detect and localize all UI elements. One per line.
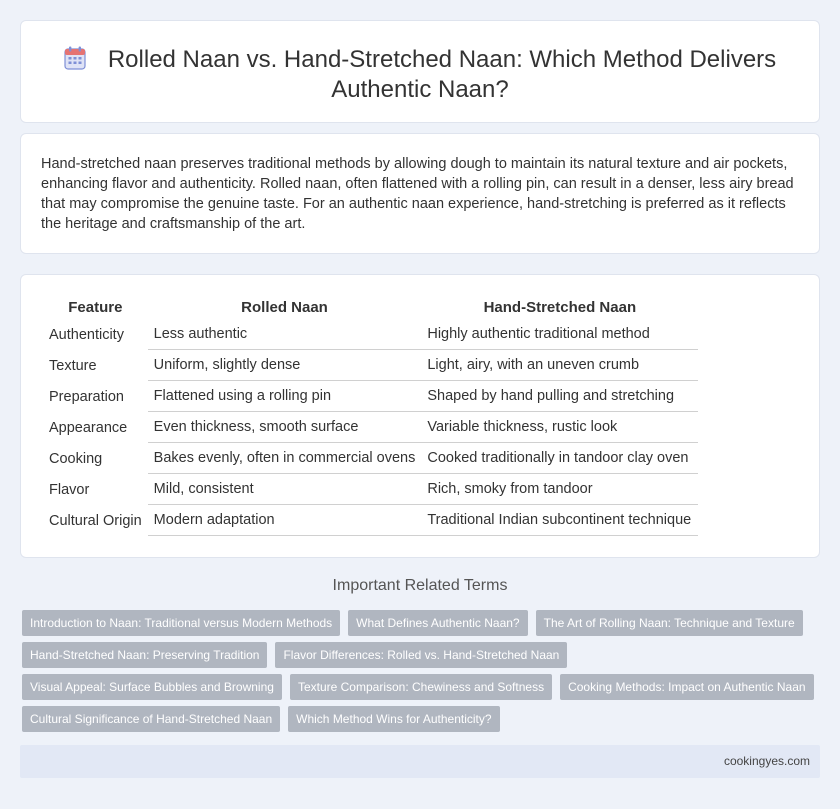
term-tag[interactable]: Introduction to Naan: Traditional versus Modern Methods bbox=[22, 610, 340, 636]
footer-site-link[interactable]: cookingyes.com bbox=[723, 754, 810, 768]
page-title bbox=[21, 45, 819, 105]
comparison-table bbox=[43, 295, 698, 536]
feature-cell: Preparation bbox=[49, 388, 124, 405]
related-terms bbox=[22, 610, 822, 738]
feature-cell: Appearance bbox=[49, 419, 128, 436]
term-tag[interactable]: Hand-Stretched Naan: Preserving Tradition bbox=[22, 642, 267, 668]
table-row bbox=[43, 505, 698, 536]
term-tag[interactable]: The Art of Rolling Naan: Technique and Texture bbox=[536, 610, 803, 636]
related-terms-heading: Important Related Terms bbox=[332, 577, 508, 594]
stretched-cell: Highly authentic traditional method bbox=[421, 319, 698, 350]
term-tag[interactable]: Which Method Wins for Authenticity? bbox=[288, 706, 499, 732]
rolled-cell: Modern adaptation bbox=[148, 505, 422, 536]
rolled-cell: Flattened using a rolling pin bbox=[148, 381, 422, 412]
table-row bbox=[43, 319, 698, 350]
term-tag[interactable]: Visual Appeal: Surface Bubbles and Browning bbox=[22, 674, 282, 700]
rolled-cell: Uniform, slightly dense bbox=[148, 350, 422, 381]
stretched-cell: Rich, smoky from tandoor bbox=[421, 474, 698, 505]
calendar-icon bbox=[64, 46, 86, 70]
table-row bbox=[43, 412, 698, 443]
stretched-cell: Shaped by hand pulling and stretching bbox=[421, 381, 698, 412]
rolled-cell: Bakes evenly, often in commercial ovens bbox=[148, 443, 422, 474]
term-row bbox=[22, 674, 822, 700]
term-tag[interactable]: Flavor Differences: Rolled vs. Hand-Stretched Naan bbox=[275, 642, 567, 668]
term-tag[interactable]: Cultural Significance of Hand-Stretched Naan bbox=[22, 706, 280, 732]
term-tag[interactable]: Texture Comparison: Chewiness and Softness bbox=[290, 674, 552, 700]
stretched-cell: Light, airy, with an uneven crumb bbox=[421, 350, 698, 381]
table-header-row bbox=[43, 295, 698, 319]
term-tag[interactable]: Cooking Methods: Impact on Authentic Naan bbox=[560, 674, 813, 700]
term-row bbox=[22, 610, 822, 636]
term-row bbox=[22, 642, 822, 668]
rolled-cell: Even thickness, smooth surface bbox=[148, 412, 422, 443]
footer-bar bbox=[20, 745, 820, 778]
header-rolled-naan: Rolled Naan bbox=[241, 299, 328, 316]
table-row bbox=[43, 443, 698, 474]
term-tag[interactable]: What Defines Authentic Naan? bbox=[348, 610, 527, 636]
intro-card bbox=[20, 133, 820, 254]
rolled-cell: Mild, consistent bbox=[148, 474, 422, 505]
stretched-cell: Traditional Indian subcontinent technique bbox=[421, 505, 698, 536]
stretched-cell: Variable thickness, rustic look bbox=[421, 412, 698, 443]
page-title-text: Rolled Naan vs. Hand-Stretched Naan: Which Method Delivers Authentic Naan? bbox=[107, 46, 777, 103]
title-card bbox=[20, 20, 820, 123]
stretched-cell: Cooked traditionally in tandoor clay oven bbox=[421, 443, 698, 474]
feature-cell: Cooking bbox=[49, 450, 103, 467]
table-row bbox=[43, 350, 698, 381]
feature-cell: Texture bbox=[49, 357, 97, 374]
comparison-card bbox=[20, 274, 820, 558]
header-feature: Feature bbox=[68, 299, 123, 316]
term-row bbox=[22, 706, 822, 732]
feature-cell: Cultural Origin bbox=[49, 512, 142, 529]
table-row bbox=[43, 474, 698, 505]
feature-cell: Flavor bbox=[49, 481, 90, 498]
header-hand-stretched-naan: Hand-Stretched Naan bbox=[483, 299, 637, 316]
rolled-cell: Less authentic bbox=[148, 319, 422, 350]
intro-paragraph: Hand-stretched naan preserves traditional methods by allowing dough to maintain its natural texture and air pockets, enhancing flavor and authenticity. Rolled naan, often flattened with a rolling pin, can result in a denser, less airy bread that may compromise the genuine taste. For an authentic naan experience, hand-stretching is preferred as it reflects the heritage and craftsmanship of the art. bbox=[41, 156, 794, 232]
table-row bbox=[43, 381, 698, 412]
feature-cell: Authenticity bbox=[49, 326, 124, 343]
